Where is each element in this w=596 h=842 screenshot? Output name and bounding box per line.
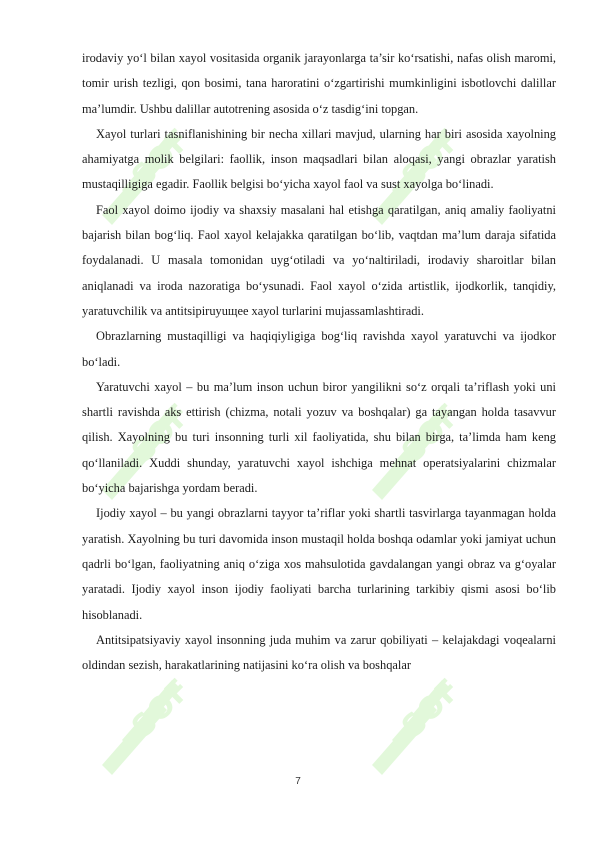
watermark-logo xyxy=(362,670,468,780)
paragraph: irodaviy yo‘l bilan xayol vositasida organik jarayonlarga ta’sir ko‘rsatishi, nafas olish maromi, tomir urish tezligi, qon bosimi, tana haroratini o‘zgartirishi mumkinligini isbotlovchi dalillar ma’lumdir. Ushbu dalillar autotrening asosida o‘z tasdig‘ini topgan. xyxy=(82,51,556,116)
svg-text:SOF: SOF xyxy=(124,672,198,745)
paragraph: Faol xayol doimo ijodiy va shaxsiy masalani hal etishga qaratilgan, aniq amaliy faoliyatni bajarish bilan bog‘liq. Faol xayol kelajakka qaratilgan bo‘lib, vaqtdan ma’lum daraja sifatida foydalanadi. U masala tomonidan uyg‘otiladi va yo‘naltiriladi, irodaviy sharoitlar bilan aniqlanadi va iroda nazoratiga bo‘ysunadi. Faol xayol o‘zida artistlik, ijodkorlik, tanqidiy, yaratuvchilik va antitsipiruyuщee xayol turlarini mujassamlashtiradi. xyxy=(82,202,556,318)
svg-text:SOF: SOF xyxy=(124,397,198,470)
paragraph: Yaratuvchi xayol – bu ma’lum inson uchun biror yangilikni so‘z orqali ta’riflash yoki uni shartli ravishda aks ettirish (chizma, notali yozuv va boshqalar) ga tayangan holda tasavvur qilish. Xayolning bu turi insonning turli xil faoliyatida, shu bilan birga, ta’limda ham keng qo‘llaniladi. Xuddi shunday, yaratuvchi xayol ishchiga mehnat operatsiyalarini chizmalar bo‘yicha bajarishga yordam beradi. xyxy=(82,379,556,496)
paragraph: Ijodiy xayol – bu yangi obrazlarni tayyor ta’riflar yoki shartli tasvirlarga tayanmagan holda yaratish. Xayolning bu turi davomida inson mustaqil holda boshqa odamlar yoki jamiyat uchun qadrli bo‘lgan, faoliyatning aniq o‘ziga xos mahsulotida gavdalangan yangi obraz va g‘oyalar yaratadi. Ijodiy xayol inson ijodiy faoliyati barcha turlarining tarkibiy qismi asosi bo‘lib hisoblanadi. xyxy=(82,506,556,622)
watermark-logo xyxy=(92,670,198,780)
watermark-logo-icon xyxy=(92,670,198,780)
svg-text:SOF: SOF xyxy=(394,122,468,195)
body-text xyxy=(82,46,556,678)
paragraph: Xayol turlari tasniflanishining bir necha xillari mavjud, ularning har biri asosida xayolning ahamiyatga molik belgilari: faollik, inson maqsadlari bilan aloqasi, yangi obrazlar yaratish mustaqilligiga egadir. Faollik belgisi bo‘yicha xayol faol va sust xayolga bo‘linadi. xyxy=(82,126,556,192)
paragraph: Antitsipatsiyaviy xayol insonning juda muhim va zarur qobiliyati – kelajakdagi voqealarni oldindan sezish, harakatlarining natijasini ko‘ra olish va boshqalar xyxy=(82,632,556,673)
svg-text:SOF: SOF xyxy=(394,672,468,745)
watermark-logo-icon xyxy=(362,670,468,780)
svg-text:SOF: SOF xyxy=(124,122,198,195)
page-number: 7 xyxy=(295,776,301,787)
svg-text:SOF: SOF xyxy=(394,397,468,470)
paragraph: Obrazlarning mustaqilligi va haqiqiyligiga bog‘liq ravishda xayol yaratuvchi va ijodkor bo‘ladi. xyxy=(82,329,556,369)
